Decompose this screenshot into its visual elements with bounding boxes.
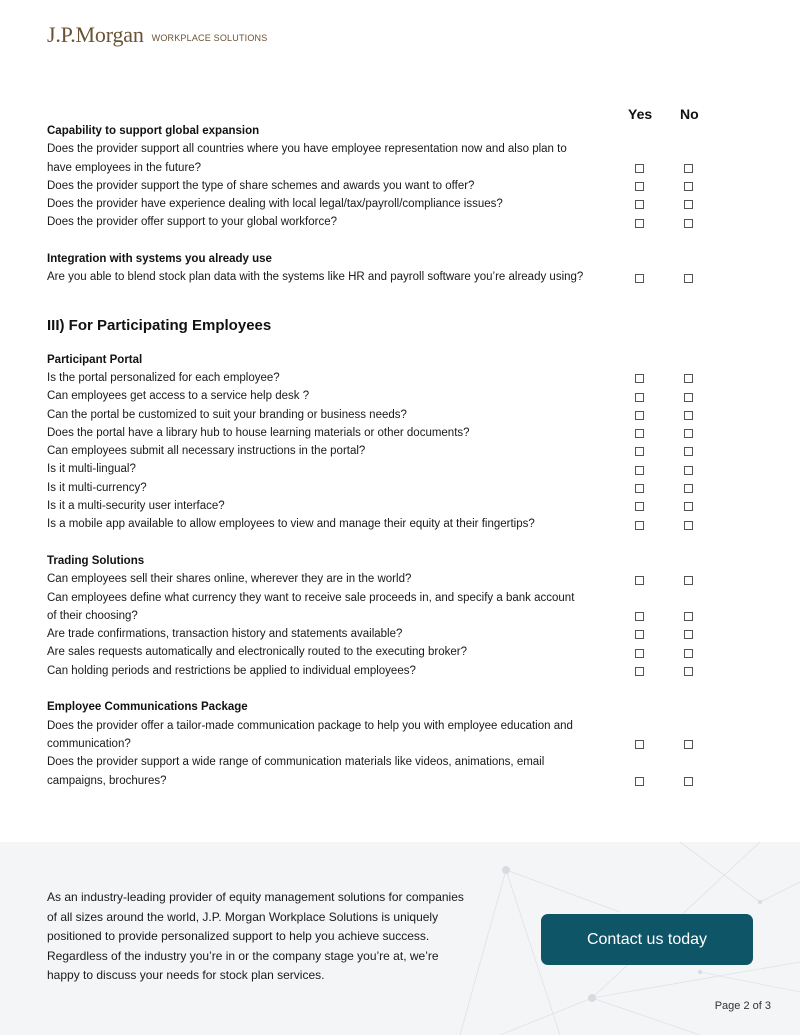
brand-subtitle: WORKPLACE SOLUTIONS — [151, 33, 268, 43]
yes-checkbox[interactable] — [635, 393, 644, 402]
question-text: Is the portal personalized for each employee? — [47, 371, 280, 384]
yes-checkbox[interactable] — [635, 740, 644, 749]
question-text: Are sales requests automatically and electronically routed to the executing broker? — [47, 646, 467, 659]
no-checkbox[interactable] — [684, 740, 693, 749]
question-text: Is a mobile app available to allow employees to view and manage their equity at their fingertips? — [47, 518, 535, 531]
question-text: Does the portal have a library hub to house learning materials or other documents? — [47, 426, 470, 439]
yes-checkbox[interactable] — [635, 219, 644, 228]
no-checkbox[interactable] — [684, 484, 693, 493]
yes-checkbox[interactable] — [635, 630, 644, 639]
question-row — [47, 570, 727, 588]
question-row — [47, 213, 727, 231]
question-row — [47, 442, 727, 460]
question-text: Can employees sell their shares online, wherever they are in the world? — [47, 573, 412, 586]
yes-checkbox[interactable] — [635, 777, 644, 786]
question-row — [47, 625, 727, 643]
yes-checkbox[interactable] — [635, 484, 644, 493]
question-row — [47, 406, 727, 424]
yes-checkbox[interactable] — [635, 274, 644, 283]
footer-panel — [0, 842, 800, 1035]
section-title: Integration with systems you already use — [47, 253, 272, 266]
question-row — [47, 589, 727, 626]
question-row — [47, 497, 727, 515]
checklist — [47, 122, 727, 790]
question-row — [47, 643, 727, 661]
question-row — [47, 515, 727, 533]
question-row — [47, 662, 727, 680]
question-text: Are trade confirmations, transaction history and statements available? — [47, 628, 403, 641]
yes-checkbox[interactable] — [635, 466, 644, 475]
question-text: Are you able to blend stock plan data with the systems like HR and payroll software you’re already using? — [47, 271, 584, 284]
question-text: Is it a multi-security user interface? — [47, 500, 225, 513]
part-title: III) For Participating Employees — [47, 316, 272, 334]
question-row — [47, 753, 727, 790]
question-row — [47, 460, 727, 478]
question-row — [47, 424, 727, 442]
contact-us-button[interactable]: Contact us today — [541, 914, 753, 965]
no-checkbox[interactable] — [684, 219, 693, 228]
question-text: Does the provider support the type of share schemes and awards you want to offer? — [47, 179, 475, 192]
no-checkbox[interactable] — [684, 630, 693, 639]
question-text: Can holding periods and restrictions be applied to individual employees? — [47, 664, 416, 677]
yes-checkbox[interactable] — [635, 164, 644, 173]
no-checkbox[interactable] — [684, 777, 693, 786]
yes-checkbox[interactable] — [635, 374, 644, 383]
yes-checkbox[interactable] — [635, 612, 644, 621]
no-checkbox[interactable] — [684, 200, 693, 209]
no-checkbox[interactable] — [684, 393, 693, 402]
yes-checkbox[interactable] — [635, 521, 644, 530]
no-checkbox[interactable] — [684, 274, 693, 283]
no-checkbox[interactable] — [684, 447, 693, 456]
yes-checkbox[interactable] — [635, 411, 644, 420]
question-text: Is it multi-currency? — [47, 481, 147, 494]
question-text: Does the provider support all countries where you have employee representation now and also plan to have employees in the future? — [47, 143, 567, 174]
no-column-header: No — [680, 106, 699, 122]
no-checkbox[interactable] — [684, 374, 693, 383]
section-title: Trading Solutions — [47, 554, 145, 567]
question-row — [47, 177, 727, 195]
yes-checkbox[interactable] — [635, 200, 644, 209]
footer-description: As an industry-leading provider of equity management solutions for companies of all sizes around the world, J.P. Morgan Workplace Solutions is uniquely positioned to provide personalized support to help you achieve success. Regardless of the industry you’re in or the company stage you’re at, we’re happy to discuss your needs for stock plan services. — [47, 890, 464, 982]
no-checkbox[interactable] — [684, 612, 693, 621]
question-text: Can the portal be customized to suit your branding or business needs? — [47, 408, 407, 421]
question-row — [47, 479, 727, 497]
yes-column-header: Yes — [628, 106, 653, 122]
no-checkbox[interactable] — [684, 521, 693, 530]
yes-checkbox[interactable] — [635, 429, 644, 438]
no-checkbox[interactable] — [684, 502, 693, 511]
header — [47, 24, 267, 46]
question-text: Can employees submit all necessary instructions in the portal? — [47, 445, 366, 458]
question-row — [47, 268, 727, 286]
yes-checkbox[interactable] — [635, 502, 644, 511]
question-row — [47, 717, 727, 754]
question-text: Can employees get access to a service help desk ? — [47, 390, 310, 403]
question-row — [47, 195, 727, 213]
section-title: Capability to support global expansion — [47, 125, 260, 137]
yes-checkbox[interactable] — [635, 576, 644, 585]
yes-checkbox[interactable] — [635, 447, 644, 456]
question-text: Does the provider offer support to your global workforce? — [47, 216, 337, 229]
question-text: Does the provider have experience dealing with local legal/tax/payroll/compliance issues? — [47, 198, 503, 211]
question-text: Can employees define what currency they want to receive sale proceeds in, and specify a bank account of their choosing? — [47, 591, 575, 622]
no-checkbox[interactable] — [684, 429, 693, 438]
section-title: Participant Portal — [47, 353, 143, 366]
yes-checkbox[interactable] — [635, 182, 644, 191]
no-checkbox[interactable] — [684, 649, 693, 658]
no-checkbox[interactable] — [684, 667, 693, 676]
question-text: Is it multi-lingual? — [47, 463, 136, 476]
no-checkbox[interactable] — [684, 164, 693, 173]
question-text: Does the provider support a wide range of communication materials like videos, animations, email campaigns, brochures? — [47, 756, 545, 787]
question-text: Does the provider offer a tailor-made communication package to help you with employee education and communication? — [47, 719, 573, 750]
no-checkbox[interactable] — [684, 411, 693, 420]
question-row — [47, 369, 727, 387]
question-row — [47, 387, 727, 405]
no-checkbox[interactable] — [684, 182, 693, 191]
yes-checkbox[interactable] — [635, 667, 644, 676]
section-title: Employee Communications Package — [47, 701, 248, 714]
brand-logo: J.P.Morgan — [47, 22, 144, 47]
no-checkbox[interactable] — [684, 576, 693, 585]
yes-checkbox[interactable] — [635, 649, 644, 658]
no-checkbox[interactable] — [684, 466, 693, 475]
question-row — [47, 140, 727, 177]
page-number: Page 2 of 3 — [714, 1000, 771, 1012]
